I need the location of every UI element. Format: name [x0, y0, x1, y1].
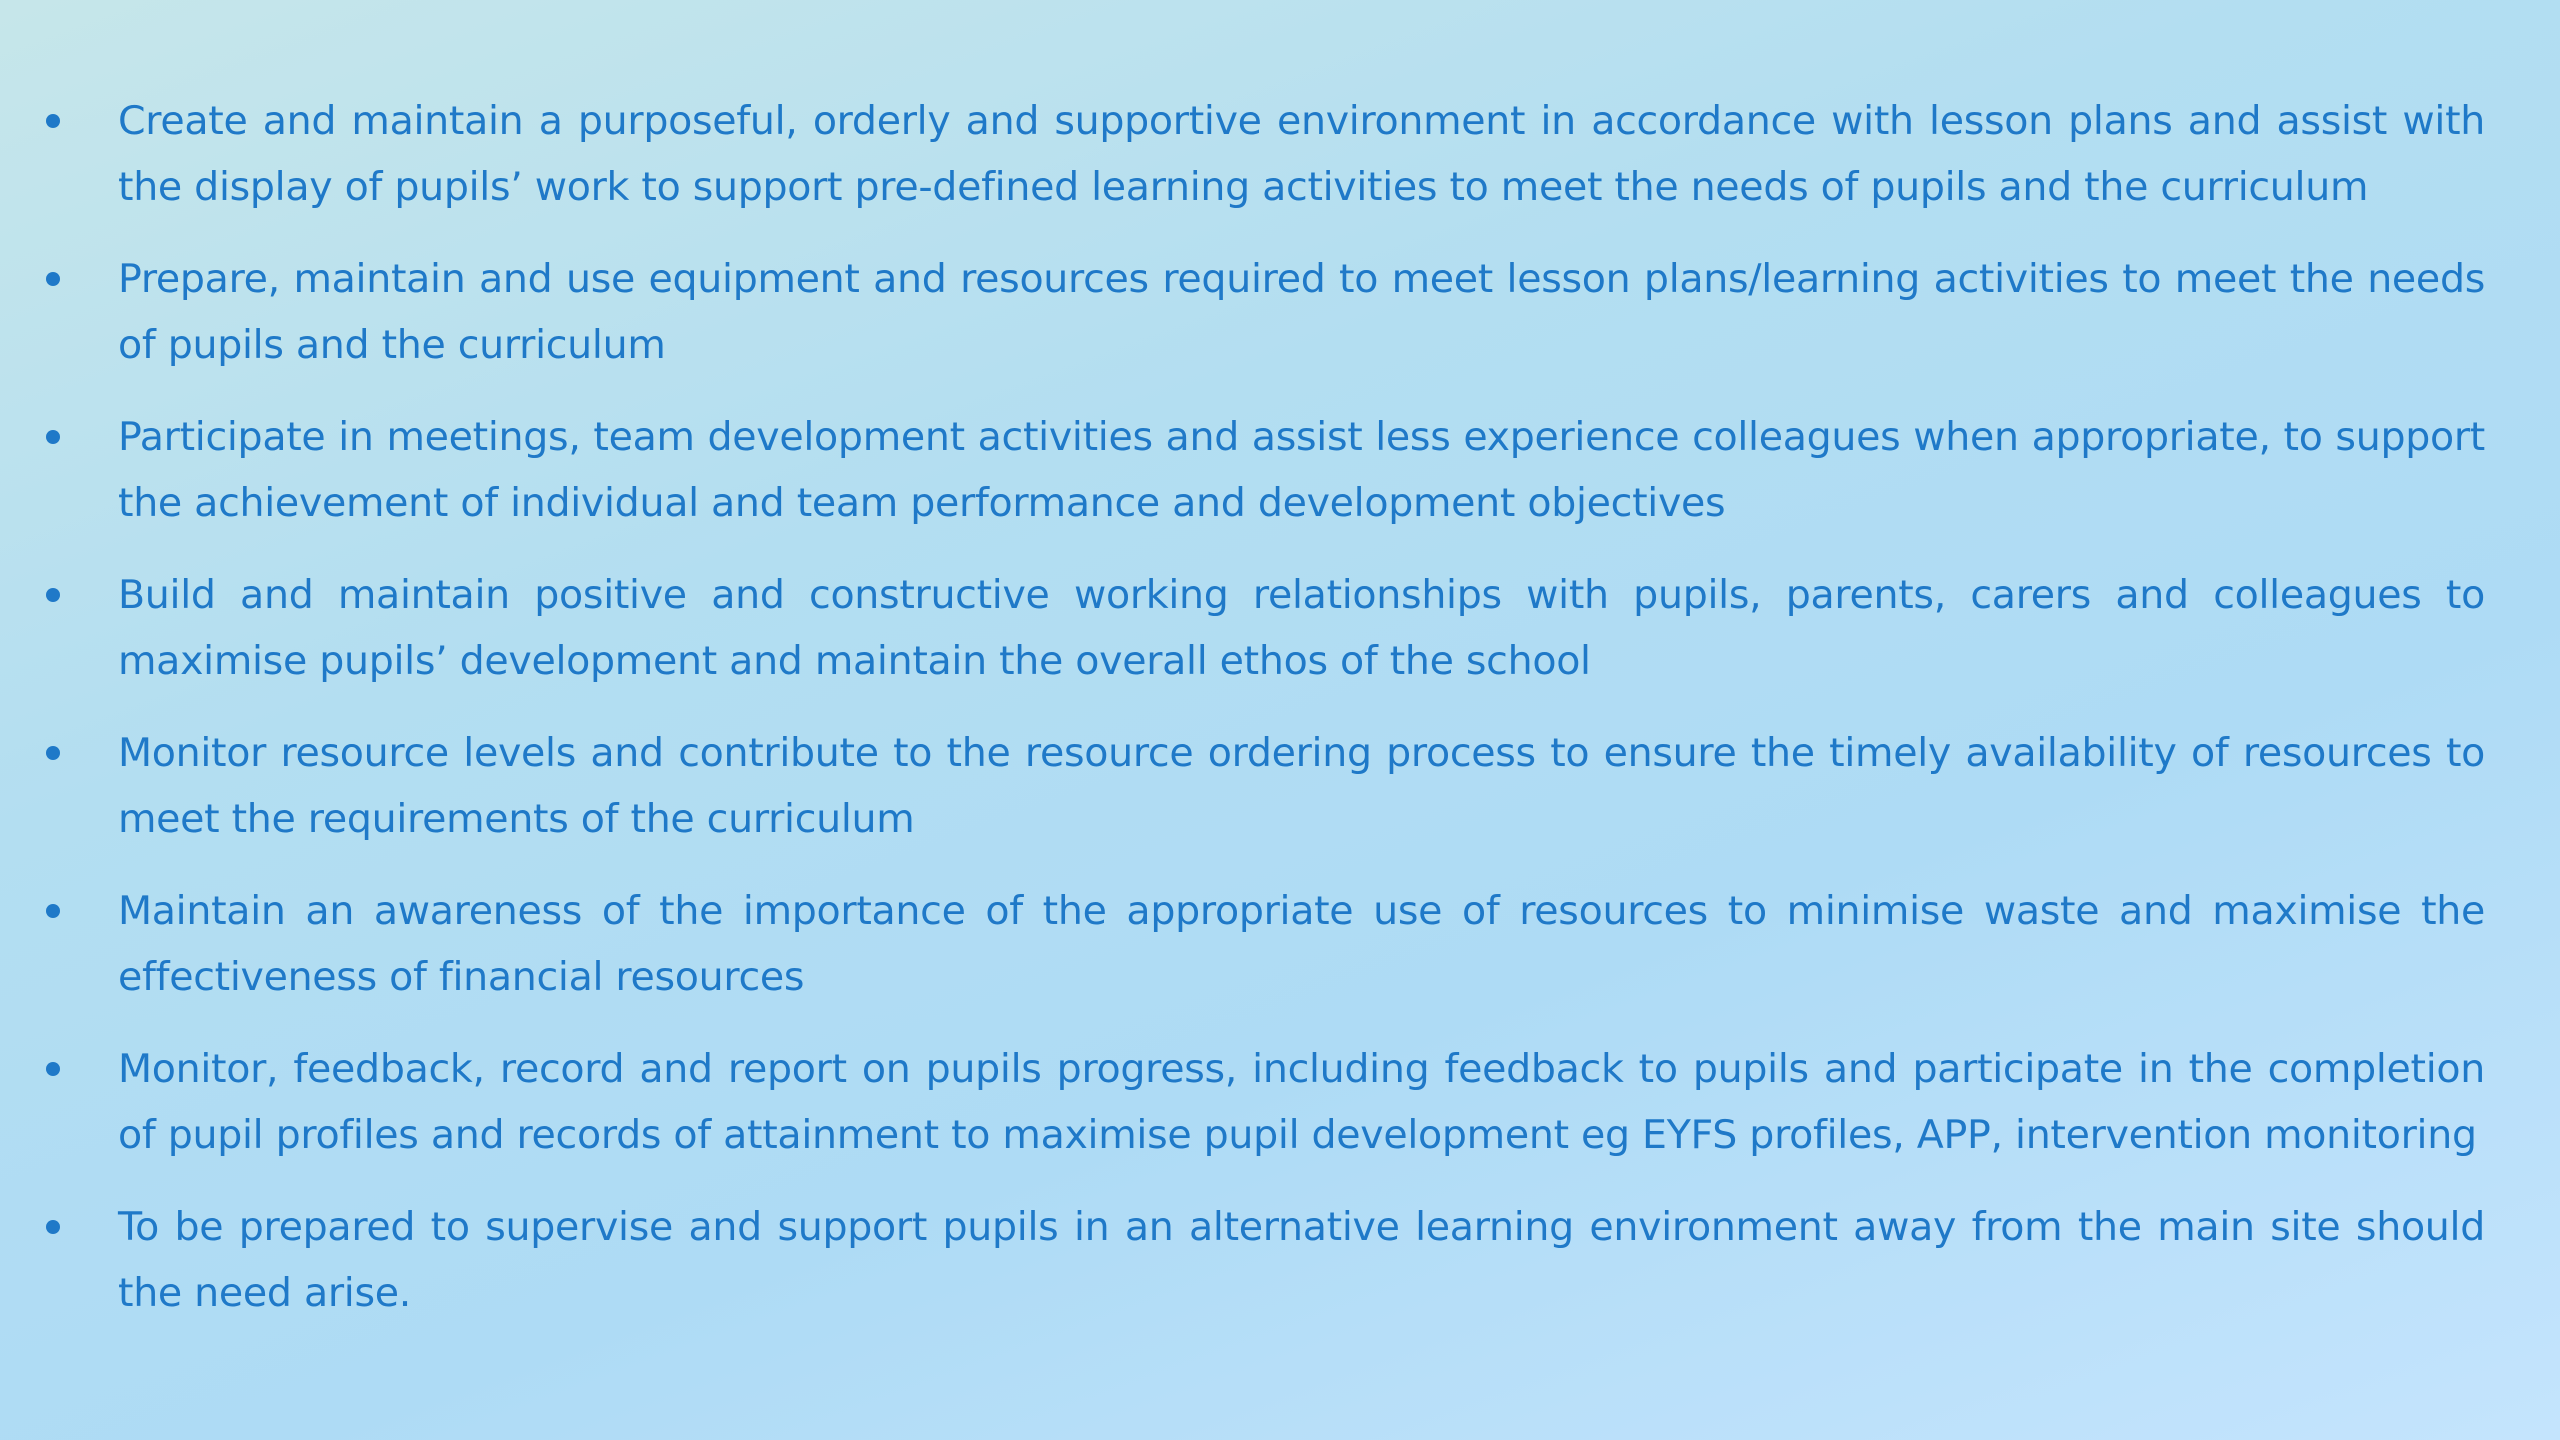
- bullet-list: [46, 88, 2485, 1326]
- bullet-text: To be prepared to supervise and support pupils in an alternative learning environment away from the main site should the need arise.: [118, 1204, 2485, 1316]
- bullet-dot-icon: [46, 904, 60, 918]
- bullet-item: [46, 720, 2485, 852]
- bullet-item: [46, 246, 2485, 378]
- bullet-item: [46, 1194, 2485, 1326]
- bullet-text: Maintain an awareness of the importance of the appropriate use of resources to minimise waste and maximise the effectiveness of financial resources: [118, 888, 2485, 1000]
- bullet-text: Create and maintain a purposeful, orderly and supportive environment in accordance with lesson plans and assist with the display of pupils’ work to support pre-defined learning activities to meet the needs of pupils and the curriculum: [118, 98, 2485, 210]
- bullet-dot-icon: [46, 1220, 60, 1234]
- bullet-text: Participate in meetings, team development activities and assist less experience colleagues when appropriate, to support the achievement of individual and team performance and development objectives: [118, 414, 2485, 526]
- bullet-text: Monitor, feedback, record and report on pupils progress, including feedback to pupils and participate in the completion of pupil profiles and records of attainment to maximise pupil development eg EYFS profiles, APP, intervention monitoring: [118, 1046, 2485, 1158]
- bullet-item: [46, 404, 2485, 536]
- bullet-dot-icon: [46, 588, 60, 602]
- bullet-item: [46, 562, 2485, 694]
- bullet-item: [46, 878, 2485, 1010]
- bullet-text: Monitor resource levels and contribute to the resource ordering process to ensure the timely availability of resources to meet the requirements of the curriculum: [118, 730, 2485, 842]
- bullet-text: Build and maintain positive and constructive working relationships with pupils, parents, carers and colleagues to maximise pupils’ development and maintain the overall ethos of the school: [118, 572, 2485, 684]
- bullet-dot-icon: [46, 746, 60, 760]
- bullet-dot-icon: [46, 1062, 60, 1076]
- bullet-item: [46, 1036, 2485, 1168]
- bullet-text: Prepare, maintain and use equipment and resources required to meet lesson plans/learning activities to meet the needs of pupils and the curriculum: [118, 256, 2485, 368]
- bullet-dot-icon: [46, 272, 60, 286]
- bullet-dot-icon: [46, 114, 60, 128]
- bullet-item: [46, 88, 2485, 220]
- bullet-dot-icon: [46, 430, 60, 444]
